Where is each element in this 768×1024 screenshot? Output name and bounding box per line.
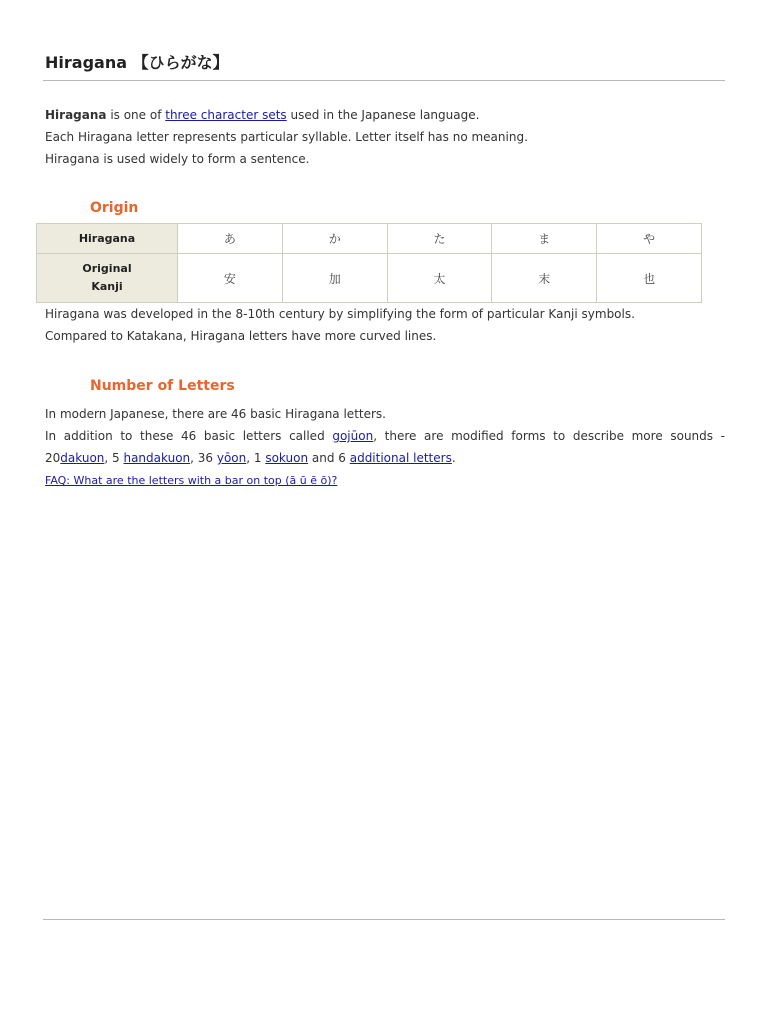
origin-table — [36, 223, 702, 303]
footer-divider — [43, 919, 725, 920]
hiragana-row — [37, 224, 702, 254]
faq-link[interactable]: FAQ: What are the letters with a bar on top (ā ū ē ō)? — [45, 474, 338, 487]
yoon-link[interactable]: yōon — [216, 451, 247, 465]
sokuon-link[interactable]: sokuon — [265, 451, 309, 465]
letters-text: , 36 — [190, 451, 217, 465]
intro-paragraph — [45, 104, 725, 170]
intro-text: used in the Japanese language. — [286, 108, 480, 122]
letters-text: In addition to these 46 basic letters called — [45, 429, 333, 443]
kanji-row-label — [37, 254, 178, 303]
kanji-cell: 加 — [282, 254, 387, 303]
gojuon-link[interactable]: gojūon — [332, 429, 374, 443]
origin-note-1: Hiragana was developed in the 8-10th century by simplifying the form of particular Kanji symbols. — [45, 307, 635, 321]
kanji-row-label-line2: Kanji — [91, 280, 123, 293]
hiragana-cell: ま — [492, 224, 597, 254]
intro-line-2: Each Hiragana letter represents particular syllable. Letter itself has no meaning. — [45, 130, 528, 144]
hiragana-cell: た — [387, 224, 492, 254]
origin-notes — [45, 303, 725, 347]
hiragana-cell: か — [282, 224, 387, 254]
letters-paragraph — [45, 403, 725, 492]
hiragana-row-label: Hiragana — [37, 224, 178, 254]
origin-heading: Origin — [90, 200, 139, 216]
origin-note-2: Compared to Katakana, Hiragana letters have more curved lines. — [45, 329, 437, 343]
letters-text: . — [451, 451, 456, 465]
page-title: Hiragana 【ひらがな】 — [45, 53, 229, 72]
letters-line-1: In modern Japanese, there are 46 basic Hiragana letters. — [45, 407, 386, 421]
intro-line-3: Hiragana is used widely to form a sentence. — [45, 152, 310, 166]
intro-line-1 — [45, 104, 725, 126]
dakuon-link[interactable]: dakuon — [60, 451, 105, 465]
kanji-cell: 太 — [387, 254, 492, 303]
kanji-cell: 末 — [492, 254, 597, 303]
letters-line-2 — [45, 425, 725, 469]
intro-bold-word: Hiragana — [45, 108, 107, 122]
kanji-cell: 也 — [597, 254, 702, 303]
kanji-row-label-line1: Original — [82, 262, 132, 275]
handakuon-link[interactable]: handakuon — [123, 451, 191, 465]
title-divider — [43, 80, 725, 81]
three-character-sets-link[interactable]: three character sets — [165, 108, 287, 122]
hiragana-cell: や — [597, 224, 702, 254]
faq-line — [45, 469, 725, 492]
hiragana-cell: あ — [178, 224, 283, 254]
additional-letters-link[interactable]: additional letters — [349, 451, 452, 465]
kanji-row — [37, 254, 702, 303]
letters-text: , 1 — [246, 451, 266, 465]
letters-text: , there are modified forms to describe more sounds - 20 — [45, 429, 726, 465]
kanji-cell: 安 — [178, 254, 283, 303]
number-of-letters-heading: Number of Letters — [90, 378, 235, 394]
letters-text: and 6 — [308, 451, 350, 465]
letters-text: , 5 — [104, 451, 124, 465]
intro-text: is one of — [106, 108, 166, 122]
